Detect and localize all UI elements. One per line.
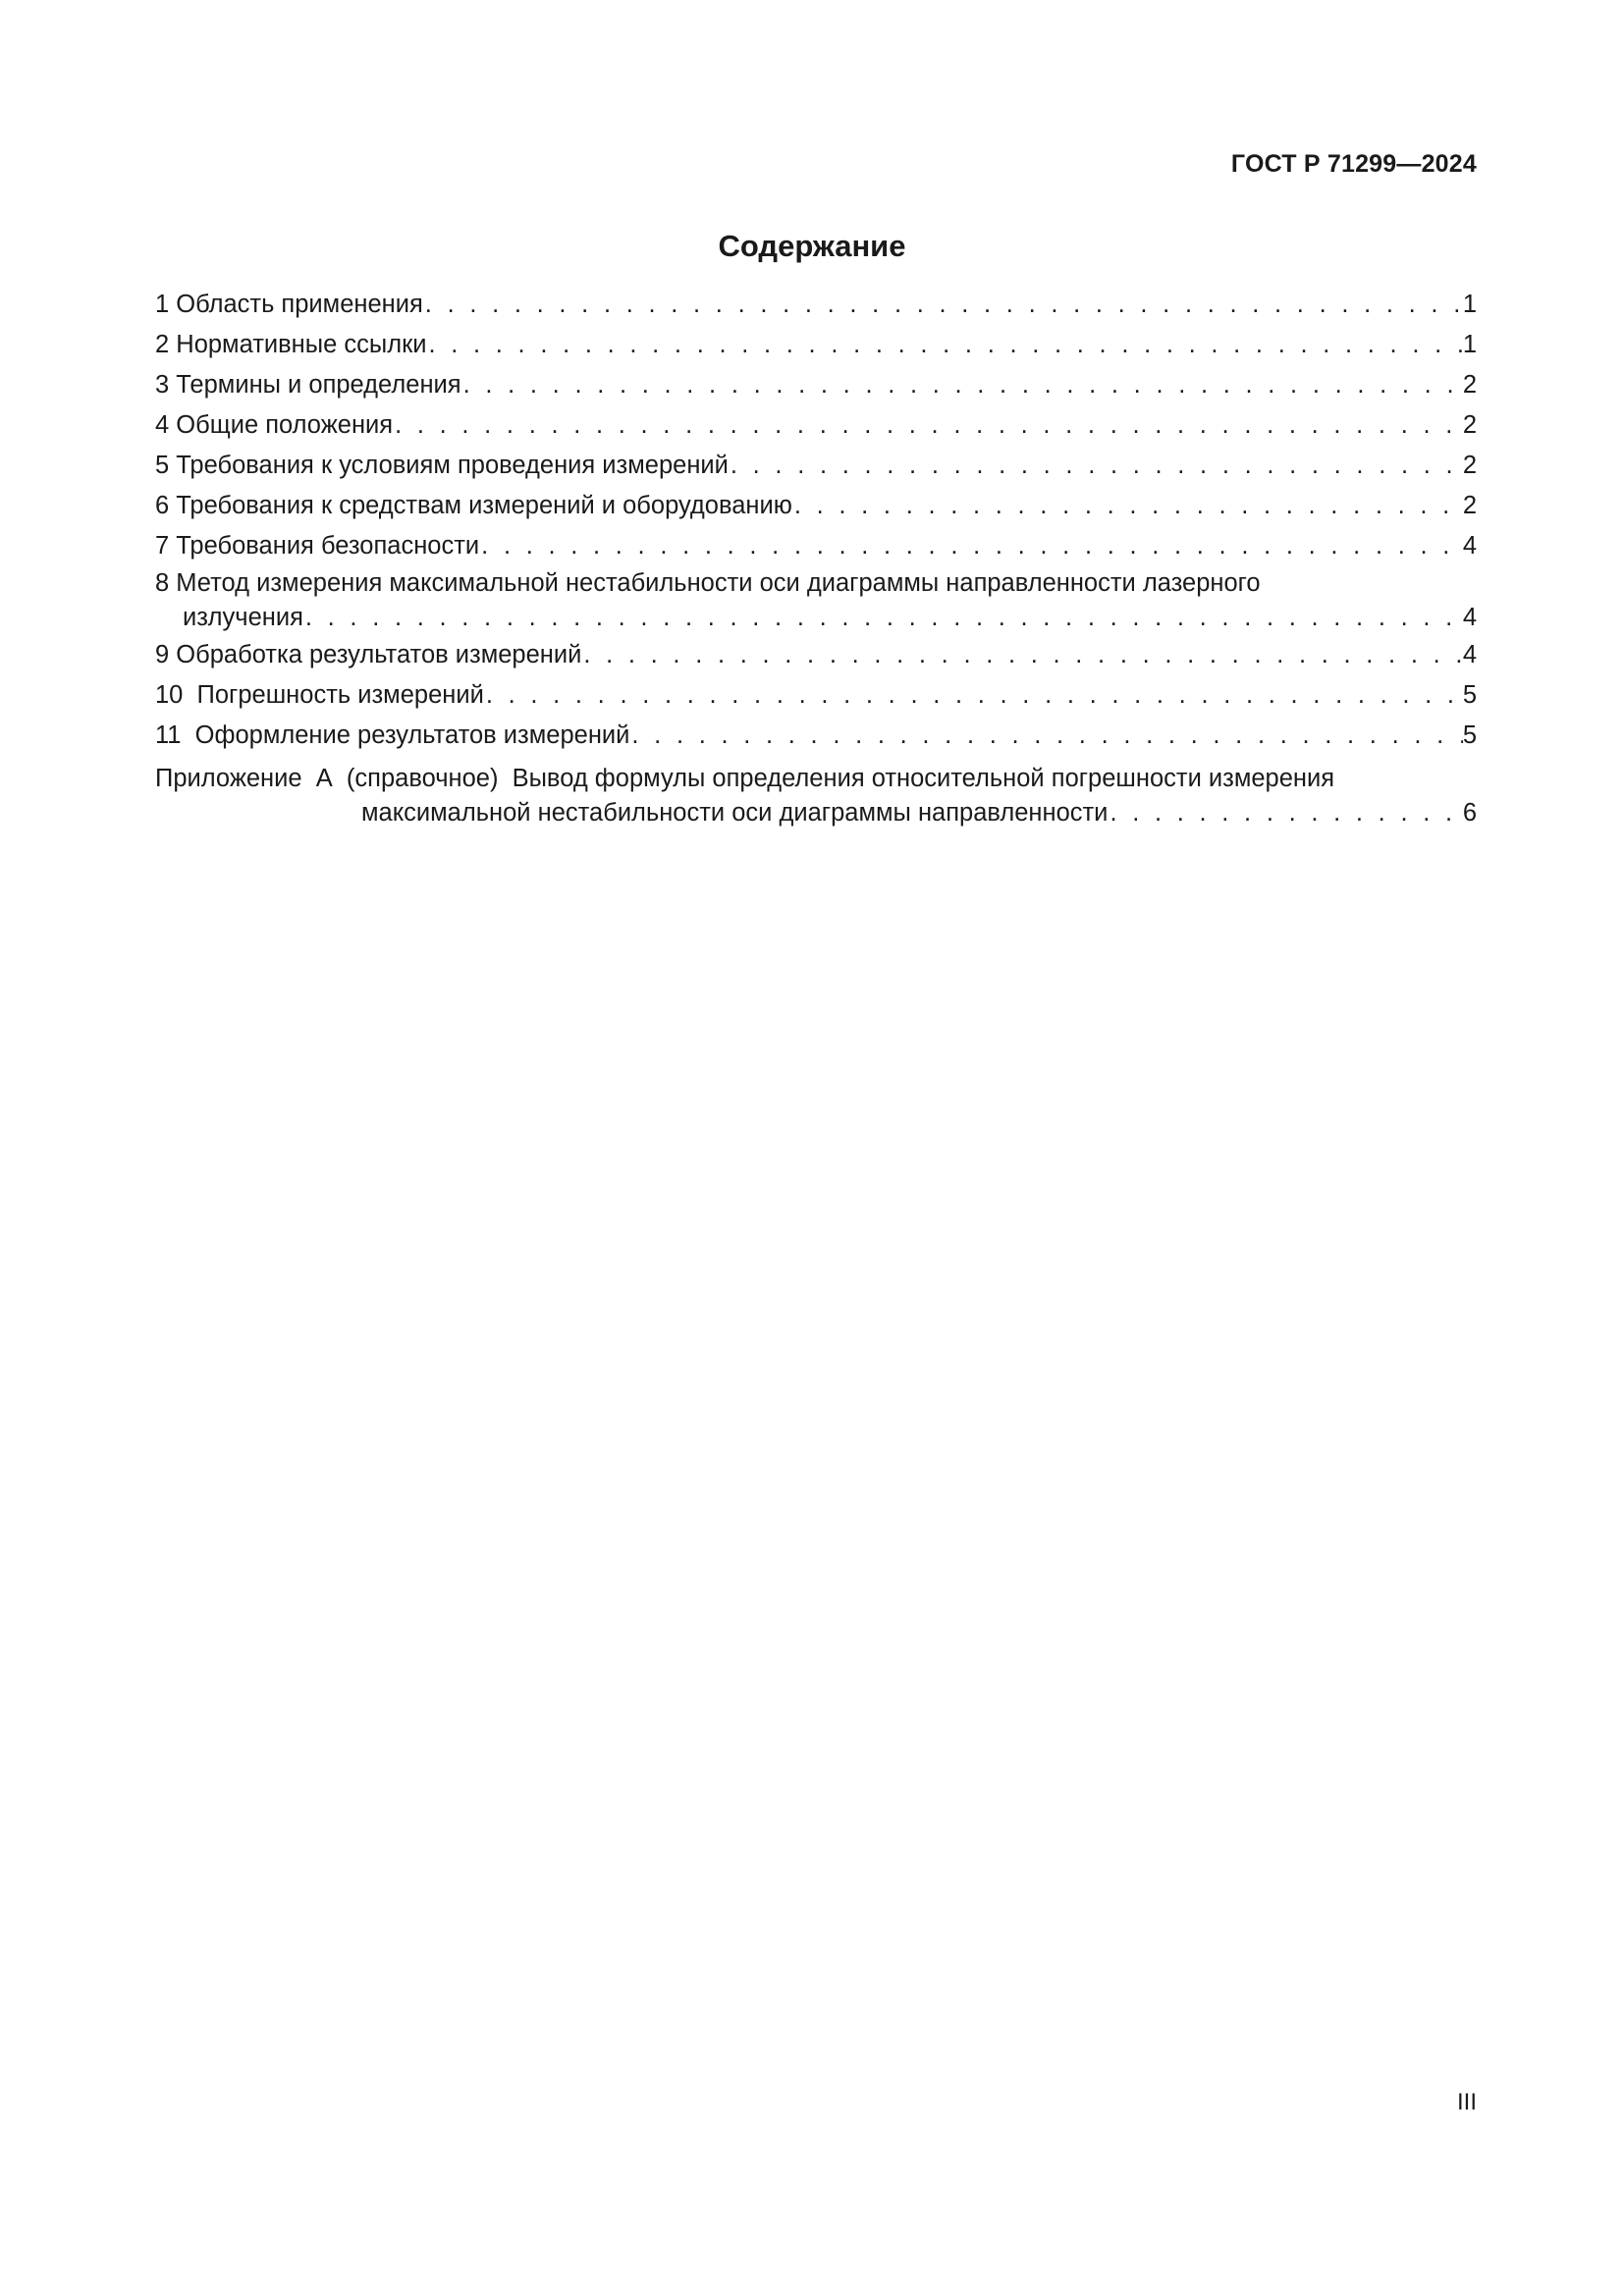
toc-leader-dots [792, 486, 1463, 526]
toc-leader-dots [393, 405, 1463, 446]
toc-item[interactable] [155, 486, 1477, 526]
toc-item[interactable] [155, 526, 1477, 566]
toc-item-number: 11 [155, 721, 182, 749]
toc-item-page: 2 [1462, 452, 1477, 479]
toc-item-page: 1 [1462, 291, 1477, 318]
toc-item-page: 1 [1462, 331, 1477, 358]
toc-leader-dots [423, 285, 1463, 325]
toc-item-number: 7 [155, 532, 170, 560]
toc-item[interactable] [155, 716, 1477, 756]
toc-appendix-label-continuation: максимальной нестабильности оси диаграммы направленности [361, 799, 1109, 827]
toc-item-label: Требования безопасности [176, 532, 480, 560]
toc-item-page: 2 [1462, 411, 1477, 439]
toc-item-label: Метод измерения максимальной нестабильности оси диаграммы направленности лазерного [176, 569, 1261, 597]
toc-item[interactable] [155, 365, 1477, 405]
toc-item-number: 4 [155, 411, 170, 439]
toc-leader-dots [479, 526, 1463, 566]
toc-item-number: 8 [155, 569, 170, 597]
toc-item-page: 5 [1462, 681, 1477, 709]
toc-appendix-page: 6 [1462, 799, 1477, 827]
toc-item-label-continuation: излучения [183, 604, 303, 631]
toc-item-number: 10 [155, 681, 184, 709]
toc-item-page: 2 [1462, 371, 1477, 399]
toc-item-page: 4 [1462, 604, 1477, 631]
toc-item-page: 4 [1462, 641, 1477, 668]
toc-leader-dots [629, 716, 1462, 756]
toc-appendix-label: Приложение А (справочное) Вывод формулы определения относительной погрешности измерения [155, 765, 1335, 792]
toc-item[interactable] [155, 635, 1477, 675]
document-code: ГОСТ Р 71299—2024 [1230, 150, 1477, 178]
toc-item-label: Область применения [176, 291, 423, 318]
toc-item-page: 5 [1462, 721, 1477, 749]
toc-appendix-continuation[interactable] [155, 796, 1477, 830]
toc-item-number: 5 [155, 452, 170, 479]
toc-leader-dots [581, 635, 1462, 675]
toc-item-number: 6 [155, 492, 170, 519]
toc-item-label: Требования к средствам измерений и оборудованию [176, 492, 792, 519]
toc-item-number: 2 [155, 331, 170, 358]
toc-item-label: Обработка результатов измерений [176, 641, 582, 668]
toc-item[interactable] [155, 325, 1477, 365]
toc-item[interactable] [155, 446, 1477, 486]
toc-item[interactable] [155, 285, 1477, 325]
toc-item-page: 4 [1462, 532, 1477, 560]
toc-item[interactable] [155, 405, 1477, 446]
toc-item-label: Оформление результатов измерений [194, 721, 630, 749]
toc-leader-dots [303, 601, 1463, 635]
toc-item-number: 1 [155, 291, 170, 318]
toc-item-continuation[interactable] [155, 601, 1477, 635]
toc-leader-dots [461, 365, 1463, 405]
toc-item-number: 9 [155, 641, 170, 668]
toc-item[interactable] [155, 566, 1477, 601]
toc-item-label: Требования к условиям проведения измерений [176, 452, 729, 479]
toc-item-label: Термины и определения [176, 371, 461, 399]
toc-leader-dots [484, 675, 1463, 716]
toc-item-number: 3 [155, 371, 170, 399]
page-number: III [1456, 2089, 1477, 2115]
toc-item[interactable] [155, 675, 1477, 716]
toc-title: Содержание [718, 229, 906, 263]
toc-item-label: Нормативные ссылки [176, 331, 427, 358]
table-of-contents [155, 285, 1477, 830]
toc-appendix[interactable] [155, 762, 1477, 796]
toc-item-label: Общие положения [176, 411, 394, 439]
toc-item-page: 2 [1462, 492, 1477, 519]
toc-item-label: Погрешность измерений [196, 681, 484, 709]
toc-leader-dots [426, 325, 1462, 365]
toc-leader-dots [729, 446, 1463, 486]
toc-leader-dots [1108, 796, 1462, 830]
